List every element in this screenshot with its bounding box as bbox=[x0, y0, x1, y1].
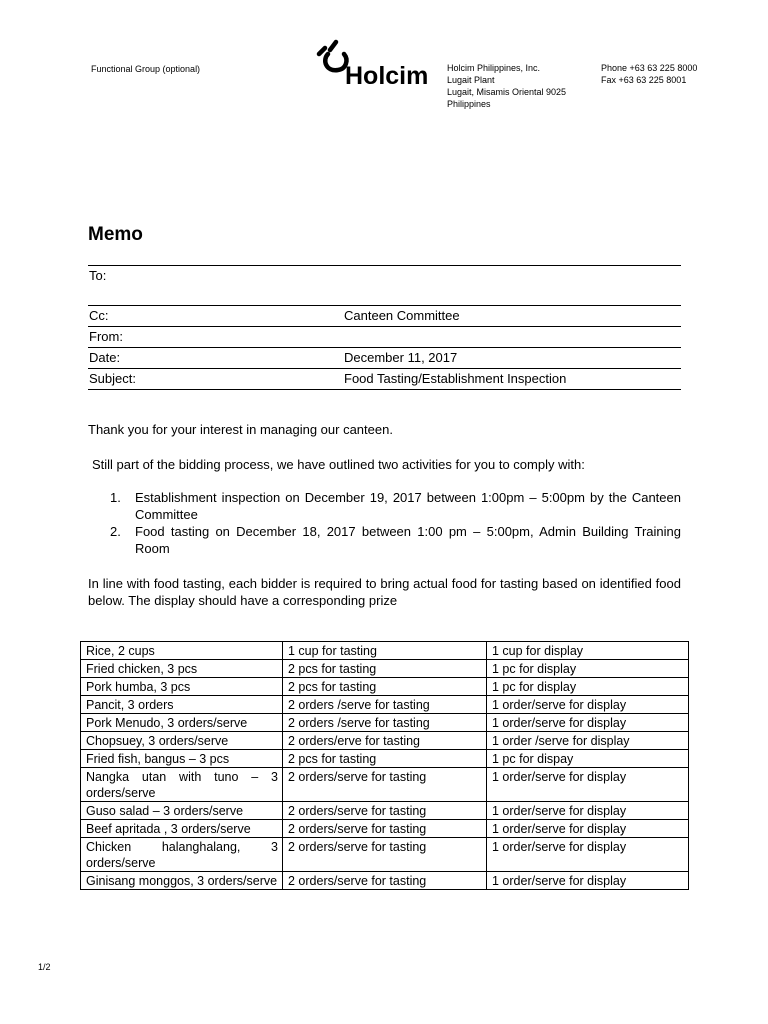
display-cell: 1 order/serve for display bbox=[487, 714, 689, 732]
table-row bbox=[81, 750, 689, 768]
tasting-cell: 2 pcs for tasting bbox=[283, 678, 487, 696]
address-line: Lugait, Misamis Oriental 9025 bbox=[447, 87, 567, 97]
food-item-cell: Ginisang monggos, 3 orders/serve bbox=[81, 872, 283, 890]
food-item-cell: Guso salad – 3 orders/serve bbox=[81, 802, 283, 820]
phone-number: Phone +63 63 225 8000 bbox=[601, 63, 698, 73]
holcim-logo bbox=[316, 38, 441, 88]
table-row bbox=[81, 838, 689, 872]
subject-value: Food Tasting/Establishment Inspection bbox=[344, 371, 567, 386]
date-row bbox=[88, 348, 681, 368]
table-row bbox=[81, 802, 689, 820]
food-item-cell: Pork humba, 3 pcs bbox=[81, 678, 283, 696]
tasting-cell: 1 cup for tasting bbox=[283, 642, 487, 660]
logo-text: Holcim bbox=[345, 62, 429, 88]
activity-item bbox=[88, 489, 681, 523]
fax-number: Fax +63 63 225 8001 bbox=[601, 75, 687, 85]
display-cell: 1 order/serve for display bbox=[487, 696, 689, 714]
food-item-cell: Pork Menudo, 3 orders/serve bbox=[81, 714, 283, 732]
food-item-cell: Nangka utan with tuno – 3 orders/serve bbox=[81, 768, 283, 802]
activities-list bbox=[88, 489, 681, 557]
food-item-cell: Rice, 2 cups bbox=[81, 642, 283, 660]
intro-paragraph: Still part of the bidding process, we have outlined two activities for you to comply with: bbox=[92, 457, 585, 472]
table-row bbox=[81, 820, 689, 838]
table-row bbox=[81, 872, 689, 890]
tasting-cell: 2 orders /serve for tasting bbox=[283, 714, 487, 732]
food-item-cell: Pancit, 3 orders bbox=[81, 696, 283, 714]
date-label: Date: bbox=[89, 350, 121, 365]
tasting-cell: 2 pcs for tasting bbox=[283, 750, 487, 768]
food-item-cell: Chicken halanghalang, 3 orders/serve bbox=[81, 838, 283, 872]
from-label: From: bbox=[89, 329, 123, 344]
activity-number: 2. bbox=[110, 524, 121, 539]
tasting-cell: 2 orders/serve for tasting bbox=[283, 802, 487, 820]
tasting-cell: 2 orders/serve for tasting bbox=[283, 768, 487, 802]
cc-value: Canteen Committee bbox=[344, 308, 460, 323]
memo-header-fields bbox=[88, 265, 681, 390]
subject-row bbox=[88, 369, 681, 389]
cc-label: Cc: bbox=[89, 308, 109, 323]
food-item-cell: Fried chicken, 3 pcs bbox=[81, 660, 283, 678]
food-tasting-table bbox=[80, 641, 689, 890]
address-line: Lugait Plant bbox=[447, 75, 495, 85]
date-value: December 11, 2017 bbox=[344, 350, 458, 365]
activity-item bbox=[88, 523, 681, 557]
address-line: Philippines bbox=[447, 99, 491, 109]
food-tasting-note: In line with food tasting, each bidder is required to bring actual food for tasting based on identified food below. The display should have a corresponding prize bbox=[88, 576, 681, 608]
logo-emblem-icon bbox=[319, 42, 346, 70]
display-cell: 1 order /serve for display bbox=[487, 732, 689, 750]
company-address bbox=[447, 62, 566, 110]
to-row bbox=[88, 266, 681, 286]
tasting-cell: 2 orders/serve for tasting bbox=[283, 872, 487, 890]
display-cell: 1 order/serve for display bbox=[487, 802, 689, 820]
to-label: To: bbox=[89, 268, 107, 283]
activity-text: Establishment inspection on December 19, 2017 between 1:00pm – 5:00pm by the Canteen Committee bbox=[135, 490, 681, 522]
memo-title: Memo bbox=[88, 224, 143, 245]
display-cell: 1 order/serve for display bbox=[487, 768, 689, 802]
divider bbox=[88, 389, 681, 390]
display-cell: 1 pc for display bbox=[487, 660, 689, 678]
tasting-cell: 2 orders/serve for tasting bbox=[283, 838, 487, 872]
table-row bbox=[81, 696, 689, 714]
table-row bbox=[81, 714, 689, 732]
food-item-cell: Fried fish, bangus – 3 pcs bbox=[81, 750, 283, 768]
table-row bbox=[81, 732, 689, 750]
display-cell: 1 order/serve for display bbox=[487, 872, 689, 890]
table-row bbox=[81, 768, 689, 802]
company-contact bbox=[601, 62, 697, 86]
display-cell: 1 pc for display bbox=[487, 678, 689, 696]
table-row bbox=[81, 660, 689, 678]
tasting-cell: 2 orders/serve for tasting bbox=[283, 820, 487, 838]
display-cell: 1 order/serve for display bbox=[487, 820, 689, 838]
table-row bbox=[81, 642, 689, 660]
tasting-cell: 2 pcs for tasting bbox=[283, 660, 487, 678]
subject-label: Subject: bbox=[89, 371, 136, 386]
table-row bbox=[81, 678, 689, 696]
address-line: Holcim Philippines, Inc. bbox=[447, 63, 541, 73]
functional-group-label: Functional Group (optional) bbox=[91, 64, 201, 74]
from-row bbox=[88, 327, 681, 347]
display-cell: 1 order/serve for display bbox=[487, 838, 689, 872]
activity-text: Food tasting on December 18, 2017 between 1:00 pm – 5:00pm, Admin Building Training Room bbox=[135, 524, 681, 556]
display-cell: 1 cup for display bbox=[487, 642, 689, 660]
activity-number: 1. bbox=[110, 490, 121, 505]
food-item-cell: Chopsuey, 3 orders/serve bbox=[81, 732, 283, 750]
page-number: 1/2 bbox=[38, 962, 51, 972]
cc-row bbox=[88, 306, 681, 326]
display-cell: 1 pc for dispay bbox=[487, 750, 689, 768]
tasting-cell: 2 orders /serve for tasting bbox=[283, 696, 487, 714]
food-item-cell: Beef apritada , 3 orders/serve bbox=[81, 820, 283, 838]
tasting-cell: 2 orders/erve for tasting bbox=[283, 732, 487, 750]
greeting-paragraph: Thank you for your interest in managing our canteen. bbox=[88, 422, 393, 437]
